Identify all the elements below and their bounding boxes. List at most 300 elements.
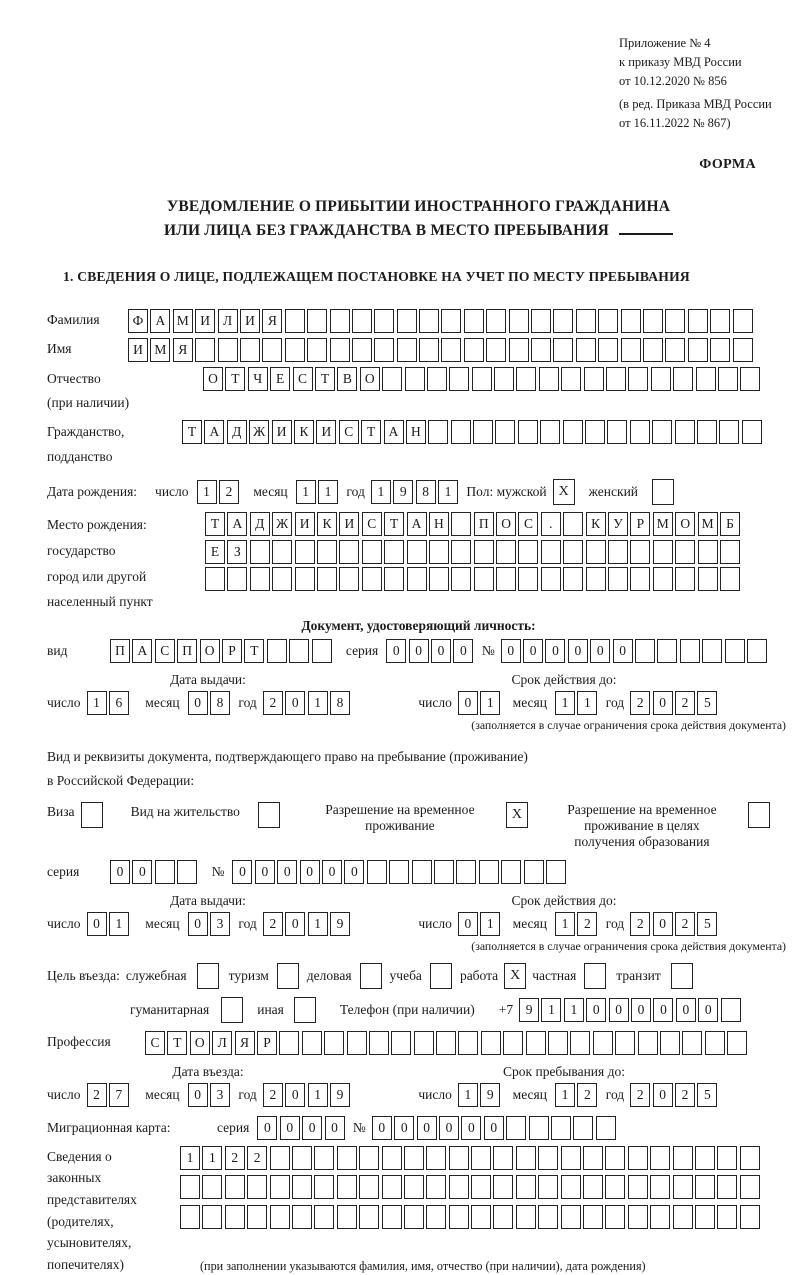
- char-cell[interactable]: [369, 1031, 389, 1055]
- char-cell[interactable]: [561, 1175, 581, 1199]
- char-cell[interactable]: 2: [675, 912, 695, 936]
- char-cell[interactable]: [688, 338, 708, 362]
- char-cell[interactable]: 1: [180, 1146, 200, 1170]
- char-cell[interactable]: М: [150, 338, 170, 362]
- birth-place-input-row2[interactable]: [205, 540, 742, 564]
- char-cell[interactable]: 0: [453, 639, 473, 663]
- char-cell[interactable]: Н: [429, 512, 449, 536]
- char-cell[interactable]: [382, 1146, 402, 1170]
- purpose-tourism-checkbox[interactable]: [277, 963, 299, 989]
- char-cell[interactable]: 1: [480, 912, 500, 936]
- char-cell[interactable]: [638, 1031, 658, 1055]
- char-cell[interactable]: 0: [501, 639, 521, 663]
- char-cell[interactable]: [404, 1205, 424, 1229]
- char-cell[interactable]: [307, 309, 327, 333]
- entry-day[interactable]: [87, 1083, 132, 1107]
- sex-male-checkbox[interactable]: X: [553, 479, 575, 505]
- doc-issue-day[interactable]: [87, 691, 132, 715]
- char-cell[interactable]: 0: [545, 639, 565, 663]
- char-cell[interactable]: 9: [330, 1083, 350, 1107]
- char-cell[interactable]: [538, 1175, 558, 1199]
- char-cell[interactable]: 2: [219, 480, 239, 504]
- char-cell[interactable]: [516, 1205, 536, 1229]
- char-cell[interactable]: [621, 338, 641, 362]
- char-cell[interactable]: 0: [300, 860, 320, 884]
- char-cell[interactable]: [339, 567, 359, 591]
- char-cell[interactable]: И: [272, 420, 292, 444]
- doc-kind-input[interactable]: [110, 639, 334, 663]
- char-cell[interactable]: П: [474, 512, 494, 536]
- char-cell[interactable]: [628, 1175, 648, 1199]
- char-cell[interactable]: 0: [232, 860, 252, 884]
- char-cell[interactable]: [733, 309, 753, 333]
- char-cell[interactable]: [509, 309, 529, 333]
- char-cell[interactable]: [374, 309, 394, 333]
- char-cell[interactable]: [720, 567, 740, 591]
- char-cell[interactable]: [195, 338, 215, 362]
- purpose-work-checkbox[interactable]: X: [504, 963, 526, 989]
- char-cell[interactable]: М: [653, 512, 673, 536]
- char-cell[interactable]: И: [240, 309, 260, 333]
- char-cell[interactable]: [615, 1031, 635, 1055]
- char-cell[interactable]: [419, 309, 439, 333]
- char-cell[interactable]: [407, 567, 427, 591]
- entry-month[interactable]: [188, 1083, 233, 1107]
- char-cell[interactable]: 0: [110, 860, 130, 884]
- char-cell[interactable]: 0: [653, 912, 673, 936]
- char-cell[interactable]: [516, 1146, 536, 1170]
- char-cell[interactable]: [586, 567, 606, 591]
- char-cell[interactable]: [314, 1146, 334, 1170]
- char-cell[interactable]: [643, 338, 663, 362]
- char-cell[interactable]: [563, 567, 583, 591]
- char-cell[interactable]: [605, 1175, 625, 1199]
- char-cell[interactable]: [675, 420, 695, 444]
- char-cell[interactable]: [702, 639, 722, 663]
- profession-input[interactable]: [145, 1031, 750, 1055]
- char-cell[interactable]: [725, 639, 745, 663]
- char-cell[interactable]: [270, 1175, 290, 1199]
- char-cell[interactable]: 1: [541, 998, 561, 1022]
- char-cell[interactable]: 0: [277, 860, 297, 884]
- char-cell[interactable]: [473, 420, 493, 444]
- char-cell[interactable]: Р: [222, 639, 242, 663]
- char-cell[interactable]: [382, 1205, 402, 1229]
- char-cell[interactable]: А: [407, 512, 427, 536]
- char-cell[interactable]: 0: [302, 1116, 322, 1140]
- char-cell[interactable]: [407, 540, 427, 564]
- char-cell[interactable]: С: [339, 420, 359, 444]
- char-cell[interactable]: 0: [613, 639, 633, 663]
- char-cell[interactable]: [289, 639, 309, 663]
- char-cell[interactable]: 2: [263, 912, 283, 936]
- purpose-study-checkbox[interactable]: [430, 963, 452, 989]
- char-cell[interactable]: [740, 367, 760, 391]
- char-cell[interactable]: 0: [653, 998, 673, 1022]
- char-cell[interactable]: [337, 1175, 357, 1199]
- char-cell[interactable]: 0: [257, 1116, 277, 1140]
- char-cell[interactable]: [272, 567, 292, 591]
- char-cell[interactable]: [705, 1031, 725, 1055]
- char-cell[interactable]: 2: [675, 1083, 695, 1107]
- char-cell[interactable]: 0: [431, 639, 451, 663]
- char-cell[interactable]: 0: [568, 639, 588, 663]
- char-cell[interactable]: [449, 1175, 469, 1199]
- entry-year[interactable]: [263, 1083, 353, 1107]
- char-cell[interactable]: 0: [394, 1116, 414, 1140]
- char-cell[interactable]: Ж: [272, 512, 292, 536]
- char-cell[interactable]: 0: [458, 691, 478, 715]
- char-cell[interactable]: [404, 1175, 424, 1199]
- char-cell[interactable]: [540, 420, 560, 444]
- char-cell[interactable]: 1: [202, 1146, 222, 1170]
- char-cell[interactable]: Я: [235, 1031, 255, 1055]
- char-cell[interactable]: Т: [244, 639, 264, 663]
- char-cell[interactable]: 1: [555, 1083, 575, 1107]
- char-cell[interactable]: [449, 1146, 469, 1170]
- char-cell[interactable]: П: [177, 639, 197, 663]
- char-cell[interactable]: 2: [630, 1083, 650, 1107]
- char-cell[interactable]: Д: [227, 420, 247, 444]
- char-cell[interactable]: [474, 567, 494, 591]
- char-cell[interactable]: 2: [577, 912, 597, 936]
- char-cell[interactable]: [262, 338, 282, 362]
- char-cell[interactable]: [464, 338, 484, 362]
- doc-expiry-year[interactable]: [630, 691, 720, 715]
- char-cell[interactable]: [576, 338, 596, 362]
- char-cell[interactable]: К: [294, 420, 314, 444]
- char-cell[interactable]: [471, 1205, 491, 1229]
- char-cell[interactable]: [596, 1116, 616, 1140]
- char-cell[interactable]: [451, 512, 471, 536]
- char-cell[interactable]: [721, 998, 741, 1022]
- char-cell[interactable]: 7: [109, 1083, 129, 1107]
- char-cell[interactable]: 2: [87, 1083, 107, 1107]
- char-cell[interactable]: [426, 1175, 446, 1199]
- char-cell[interactable]: [524, 860, 544, 884]
- char-cell[interactable]: [576, 309, 596, 333]
- char-cell[interactable]: [506, 1116, 526, 1140]
- permit-expiry-month[interactable]: [555, 912, 600, 936]
- char-cell[interactable]: [570, 1031, 590, 1055]
- char-cell[interactable]: [493, 1205, 513, 1229]
- char-cell[interactable]: [441, 338, 461, 362]
- char-cell[interactable]: У: [608, 512, 628, 536]
- sex-female-checkbox[interactable]: [652, 479, 674, 505]
- char-cell[interactable]: [155, 860, 175, 884]
- char-cell[interactable]: [382, 1175, 402, 1199]
- surname-input[interactable]: [128, 309, 755, 333]
- char-cell[interactable]: [652, 420, 672, 444]
- stay-day[interactable]: [458, 1083, 503, 1107]
- char-cell[interactable]: [177, 860, 197, 884]
- purpose-official-checkbox[interactable]: [197, 963, 219, 989]
- char-cell[interactable]: [531, 309, 551, 333]
- char-cell[interactable]: [312, 639, 332, 663]
- char-cell[interactable]: [330, 338, 350, 362]
- char-cell[interactable]: [509, 338, 529, 362]
- char-cell[interactable]: [695, 1146, 715, 1170]
- char-cell[interactable]: [218, 338, 238, 362]
- char-cell[interactable]: 0: [285, 912, 305, 936]
- doc-issue-month[interactable]: [188, 691, 233, 715]
- char-cell[interactable]: [426, 1205, 446, 1229]
- char-cell[interactable]: [643, 309, 663, 333]
- char-cell[interactable]: [561, 1146, 581, 1170]
- char-cell[interactable]: [606, 367, 626, 391]
- char-cell[interactable]: [205, 567, 225, 591]
- char-cell[interactable]: 1: [296, 480, 316, 504]
- char-cell[interactable]: [657, 639, 677, 663]
- char-cell[interactable]: [660, 1031, 680, 1055]
- char-cell[interactable]: [553, 309, 573, 333]
- purpose-other-checkbox[interactable]: [294, 997, 316, 1023]
- char-cell[interactable]: З: [227, 540, 247, 564]
- char-cell[interactable]: [605, 1205, 625, 1229]
- char-cell[interactable]: [472, 367, 492, 391]
- char-cell[interactable]: [180, 1205, 200, 1229]
- char-cell[interactable]: 0: [285, 691, 305, 715]
- char-cell[interactable]: [531, 338, 551, 362]
- char-cell[interactable]: [688, 309, 708, 333]
- char-cell[interactable]: [412, 860, 432, 884]
- char-cell[interactable]: [583, 1146, 603, 1170]
- char-cell[interactable]: [553, 338, 573, 362]
- edu-residence-checkbox[interactable]: [748, 802, 770, 828]
- char-cell[interactable]: [330, 309, 350, 333]
- char-cell[interactable]: [518, 540, 538, 564]
- char-cell[interactable]: Т: [182, 420, 202, 444]
- char-cell[interactable]: Я: [173, 338, 193, 362]
- char-cell[interactable]: А: [132, 639, 152, 663]
- char-cell[interactable]: И: [128, 338, 148, 362]
- char-cell[interactable]: [680, 639, 700, 663]
- char-cell[interactable]: 0: [609, 998, 629, 1022]
- char-cell[interactable]: 0: [344, 860, 364, 884]
- char-cell[interactable]: [471, 1146, 491, 1170]
- char-cell[interactable]: С: [145, 1031, 165, 1055]
- char-cell[interactable]: Е: [205, 540, 225, 564]
- char-cell[interactable]: [481, 1031, 501, 1055]
- stay-year[interactable]: [630, 1083, 720, 1107]
- char-cell[interactable]: [352, 338, 372, 362]
- char-cell[interactable]: Я: [262, 309, 282, 333]
- char-cell[interactable]: [717, 1146, 737, 1170]
- char-cell[interactable]: 0: [484, 1116, 504, 1140]
- char-cell[interactable]: [428, 420, 448, 444]
- char-cell[interactable]: [526, 1031, 546, 1055]
- char-cell[interactable]: 0: [458, 912, 478, 936]
- char-cell[interactable]: [250, 540, 270, 564]
- char-cell[interactable]: [710, 338, 730, 362]
- char-cell[interactable]: [630, 420, 650, 444]
- char-cell[interactable]: 0: [372, 1116, 392, 1140]
- char-cell[interactable]: [362, 567, 382, 591]
- char-cell[interactable]: 2: [630, 912, 650, 936]
- char-cell[interactable]: [673, 1175, 693, 1199]
- char-cell[interactable]: [339, 540, 359, 564]
- char-cell[interactable]: [541, 540, 561, 564]
- char-cell[interactable]: А: [384, 420, 404, 444]
- char-cell[interactable]: Ф: [128, 309, 148, 333]
- purpose-private-checkbox[interactable]: [584, 963, 606, 989]
- char-cell[interactable]: [250, 567, 270, 591]
- char-cell[interactable]: И: [295, 512, 315, 536]
- char-cell[interactable]: [451, 540, 471, 564]
- char-cell[interactable]: [451, 567, 471, 591]
- char-cell[interactable]: [272, 540, 292, 564]
- char-cell[interactable]: [546, 860, 566, 884]
- char-cell[interactable]: 5: [697, 1083, 717, 1107]
- char-cell[interactable]: [698, 540, 718, 564]
- char-cell[interactable]: [653, 567, 673, 591]
- char-cell[interactable]: 0: [631, 998, 651, 1022]
- char-cell[interactable]: Д: [250, 512, 270, 536]
- char-cell[interactable]: 0: [417, 1116, 437, 1140]
- char-cell[interactable]: [630, 540, 650, 564]
- char-cell[interactable]: [710, 309, 730, 333]
- char-cell[interactable]: 0: [280, 1116, 300, 1140]
- char-cell[interactable]: [359, 1175, 379, 1199]
- char-cell[interactable]: [405, 367, 425, 391]
- purpose-business-checkbox[interactable]: [360, 963, 382, 989]
- char-cell[interactable]: [451, 420, 471, 444]
- char-cell[interactable]: [665, 338, 685, 362]
- char-cell[interactable]: [493, 1146, 513, 1170]
- char-cell[interactable]: [240, 338, 260, 362]
- char-cell[interactable]: 0: [188, 691, 208, 715]
- char-cell[interactable]: [474, 540, 494, 564]
- char-cell[interactable]: [583, 1175, 603, 1199]
- char-cell[interactable]: [429, 540, 449, 564]
- representatives-input-row2[interactable]: [180, 1175, 762, 1199]
- char-cell[interactable]: [285, 309, 305, 333]
- doc-expiry-month[interactable]: [555, 691, 600, 715]
- char-cell[interactable]: М: [173, 309, 193, 333]
- citizenship-input[interactable]: [182, 420, 764, 444]
- char-cell[interactable]: Т: [315, 367, 335, 391]
- char-cell[interactable]: [285, 338, 305, 362]
- char-cell[interactable]: [605, 1146, 625, 1170]
- char-cell[interactable]: Н: [406, 420, 426, 444]
- char-cell[interactable]: 1: [308, 912, 328, 936]
- char-cell[interactable]: О: [203, 367, 223, 391]
- char-cell[interactable]: [347, 1031, 367, 1055]
- char-cell[interactable]: [675, 567, 695, 591]
- doc-issue-year[interactable]: [263, 691, 353, 715]
- char-cell[interactable]: 1: [438, 480, 458, 504]
- char-cell[interactable]: [359, 1205, 379, 1229]
- char-cell[interactable]: [585, 420, 605, 444]
- permit-issue-month[interactable]: [188, 912, 233, 936]
- char-cell[interactable]: [630, 567, 650, 591]
- char-cell[interactable]: [464, 309, 484, 333]
- char-cell[interactable]: [628, 367, 648, 391]
- char-cell[interactable]: [436, 1031, 456, 1055]
- char-cell[interactable]: [391, 1031, 411, 1055]
- char-cell[interactable]: С: [155, 639, 175, 663]
- purpose-transit-checkbox[interactable]: [671, 963, 693, 989]
- char-cell[interactable]: 1: [197, 480, 217, 504]
- char-cell[interactable]: [397, 309, 417, 333]
- char-cell[interactable]: Р: [630, 512, 650, 536]
- permit-expiry-year[interactable]: [630, 912, 720, 936]
- char-cell[interactable]: [389, 860, 409, 884]
- char-cell[interactable]: [427, 367, 447, 391]
- representatives-input-row1[interactable]: [180, 1146, 762, 1170]
- char-cell[interactable]: Е: [270, 367, 290, 391]
- char-cell[interactable]: [292, 1146, 312, 1170]
- char-cell[interactable]: [740, 1146, 760, 1170]
- char-cell[interactable]: [295, 540, 315, 564]
- temp-residence-checkbox[interactable]: X: [506, 802, 528, 828]
- char-cell[interactable]: [563, 512, 583, 536]
- char-cell[interactable]: [479, 860, 499, 884]
- char-cell[interactable]: [314, 1175, 334, 1199]
- char-cell[interactable]: [563, 540, 583, 564]
- char-cell[interactable]: 9: [393, 480, 413, 504]
- char-cell[interactable]: К: [586, 512, 606, 536]
- char-cell[interactable]: [653, 540, 673, 564]
- char-cell[interactable]: [317, 567, 337, 591]
- char-cell[interactable]: [458, 1031, 478, 1055]
- char-cell[interactable]: Р: [257, 1031, 277, 1055]
- char-cell[interactable]: 0: [586, 998, 606, 1022]
- char-cell[interactable]: 1: [555, 912, 575, 936]
- char-cell[interactable]: 0: [325, 1116, 345, 1140]
- char-cell[interactable]: 1: [480, 691, 500, 715]
- doc-number-input[interactable]: [501, 639, 770, 663]
- char-cell[interactable]: [359, 1146, 379, 1170]
- char-cell[interactable]: [518, 567, 538, 591]
- char-cell[interactable]: 8: [330, 691, 350, 715]
- char-cell[interactable]: [441, 309, 461, 333]
- permit-expiry-day[interactable]: [458, 912, 503, 936]
- char-cell[interactable]: [397, 338, 417, 362]
- char-cell[interactable]: К: [317, 512, 337, 536]
- char-cell[interactable]: [608, 567, 628, 591]
- char-cell[interactable]: [270, 1205, 290, 1229]
- char-cell[interactable]: [583, 1205, 603, 1229]
- char-cell[interactable]: [486, 338, 506, 362]
- char-cell[interactable]: [503, 1031, 523, 1055]
- char-cell[interactable]: 9: [480, 1083, 500, 1107]
- char-cell[interactable]: [227, 567, 247, 591]
- char-cell[interactable]: О: [675, 512, 695, 536]
- char-cell[interactable]: [247, 1205, 267, 1229]
- char-cell[interactable]: [434, 860, 454, 884]
- char-cell[interactable]: 1: [371, 480, 391, 504]
- char-cell[interactable]: О: [190, 1031, 210, 1055]
- char-cell[interactable]: [551, 1116, 571, 1140]
- char-cell[interactable]: 0: [523, 639, 543, 663]
- char-cell[interactable]: И: [195, 309, 215, 333]
- char-cell[interactable]: [717, 1175, 737, 1199]
- char-cell[interactable]: [740, 1205, 760, 1229]
- char-cell[interactable]: 0: [188, 1083, 208, 1107]
- char-cell[interactable]: 3: [210, 912, 230, 936]
- char-cell[interactable]: [180, 1175, 200, 1199]
- char-cell[interactable]: [727, 1031, 747, 1055]
- char-cell[interactable]: 0: [461, 1116, 481, 1140]
- char-cell[interactable]: [516, 1175, 536, 1199]
- char-cell[interactable]: А: [227, 512, 247, 536]
- char-cell[interactable]: [697, 420, 717, 444]
- char-cell[interactable]: В: [337, 367, 357, 391]
- char-cell[interactable]: [352, 309, 372, 333]
- char-cell[interactable]: [247, 1175, 267, 1199]
- char-cell[interactable]: 9: [519, 998, 539, 1022]
